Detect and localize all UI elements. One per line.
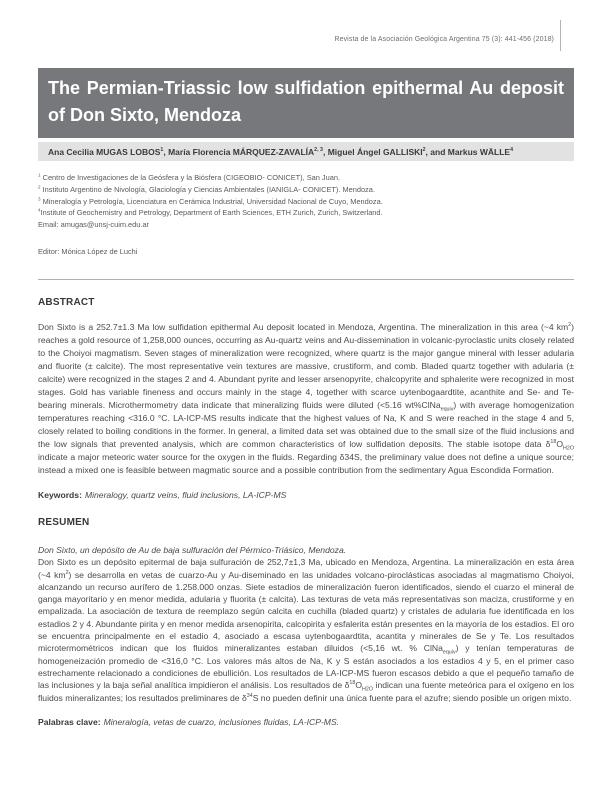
resumen-body: Don Sixto es un depósito epitermal de baja sulfuración de 252,7±1,3 Ma, ubicado en Mendoza, Argentina. La mineralización en esta área (~4 $km^2$) se desarrolla en vetas de cuarzo-Au y Au-diseminado en las unidades volcano-piroclásticas asociadas al magmatismo Choiyoi, alcanzando un recurso aurífero de 1.258.000 onzas. Siete estadios de mineralización fueron identificados, siendo el cuarzo el mineral de ganga mayoritario y en menor medida, adularia y fluorita (± calcita). Las texturas de veta más representativas son maciza, crustiforme y en empalizada. La asociación de textura de reemplazo según calcita en cuchilla (bladed quartz) y cristales de adularia fue identificada en los estadios 2 y 4. Abundante pirita y en menor medida arsenopirita, calcopirita y esfalerita están presentes en la mayoría de los estadios. El oro se encuentra principalmente en el estadio 4, asociado a escasa uytenbogaardtita, acantita y minerales de Se y Te. Los resultados microtermométricos indican que los fluidos mineralizantes estaban diluidos (<5,16 wt. % ClNa$_{equiv}$) y tenían temperaturas de homogeneización promedio de <316,0 °C. Los valores más altos de Na, K y S están asociados a los estadios 4 y 5, en el primer caso estrechamente relacionado a condiciones de ebullición. Los resultados de LA-ICP-MS fueron escasos debido a que el pequeño tamaño de las inclusiones y la baja señal analítica impidieron el análisis. Los resultados de $\delta^{18}O_{H2O}$ indican una fuente meteórica para el oxígeno en los fluidos mineralizantes; los resultados preliminares de $\delta^{34}S$ no pueden definir una única fuente para el azufre; siendo posible un origen mixto. (38, 557, 575, 703)
affiliation-4: $^4$Institute of Geochemistry and Petrology, Department of Earth Sciences, ETH Zurich, Zurich, Switzerland. (38, 207, 383, 218)
affiliations-block (38, 172, 574, 231)
article-title: The Permian-Triassic low sulfidation epithermal Au deposit of Don Sixto, Mendoza (48, 78, 564, 125)
palabras-clave-text: Mineralogía, vetas de cuarzo, inclusiones fluidas, LA-ICP-MS. (103, 716, 340, 727)
authors-bar (38, 142, 574, 161)
abstract-keywords (38, 490, 574, 500)
affiliation-2: $^2$ Instituto Argentino de Nivología, Glaciología y Ciencias Ambientales (IANIGLA- CONICET). Mendoza. (38, 184, 375, 194)
section-divider (38, 279, 574, 280)
affiliation-3: $^3$ Mineralogía y Petrología, Licenciatura en Cerámica Industrial, Universidad Nacional de Cuyo, Mendoza. (38, 196, 383, 206)
abstract-heading: ABSTRACT (38, 296, 95, 308)
journal-citation: Revista de la Asociación Geológica Argentina 75 (3): 441-456 (2018) (334, 36, 554, 43)
keywords-label: Keywords: (38, 489, 82, 500)
palabras-clave-label: Palabras clave: (38, 716, 101, 727)
authors-line: Ana Cecilia MUGAS LOBOS$^1$, María Florencia MÁRQUEZ-ZAVALÍA$^{2, 3}$, Miguel Ángel GALLISKI$^2$, and Markus WÄLLE$^4$ (48, 147, 514, 157)
keywords-text: Mineralogy, quartz veins, fluid inclusions, LA-ICP-MS (84, 489, 287, 500)
article-title-bar (38, 68, 574, 138)
resumen-section (38, 517, 574, 727)
resumen-heading: RESUMEN (38, 516, 90, 528)
affiliation-1: $^1$ Centro de Investigaciones de la Geósfera y la Biósfera (CIGEOBIO- CONICET), San Juan. (38, 172, 340, 182)
resumen-subtitle: Don Sixto, un depósito de Au de baja sulfuración del Pérmico-Triásico, Mendoza. (38, 544, 347, 555)
resumen-keywords (38, 717, 574, 727)
content-column (38, 68, 574, 727)
header-divider-line (560, 20, 561, 51)
abstract-section (38, 297, 574, 500)
email-line: Email: amugas@unsj-cuim.edu.ar (38, 220, 150, 230)
abstract-body: Don Sixto is a 252.7±1.3 Ma low sulfidation epithermal Au deposit located in Mendoza, Argentina. The mineralization in this area (~4 $km^2$) reaches a gold resource of 1,258,000 ounces, occurring as Au-quartz veins and Au-dissemination in volcanic-pyroclastic units closely related to the Choiyoi magmatism. Seven stages of mineralization were recognized, where quartz is the major gangue mineral with lesser adularia and fluorite (± calcite). The most representative vein textures are massive, crustiform, and comb. Bladed quartz together with adularia (± calcite) were recognized in the stages 2 and 4. Abundant pyrite and lesser arsenopyrite, chalcopyrite and sphalerite were recognized in most stages. Gold has variable fineness and occurs mainly in the stage 4, together with scarce uytenbogaardtite, acanthite and Se- and Te-bearing minerals. Microthermometry data indicate that mineralizing fluids were diluted (<5.16 wt%ClNa$_{equiv}$) with average homogenization temperatures reaching <316.0 °C. LA-ICP-MS results indicate that the highest values of Na, K and S were reached in the stage 4 and 5, closely related to boiling conditions in the former. In general, a limited data set was obtained due to the small size of the fluid inclusions and the low signals that prevented analysis, which are common characteristics of low sulfidation deposits. The stable isotope data $\delta^{18}O_{H2O}$ indicate a major meteoric water source for the oxygen in the fluids. Regarding δ34S, the preliminary value does not define a unique source; instead a mixed one is feasible between magmatic source and a possible contribution from the sedimentary Agua Escondida Formation. (38, 321, 574, 475)
editor-line: Editor: Mónica López de Luchi (38, 246, 138, 256)
